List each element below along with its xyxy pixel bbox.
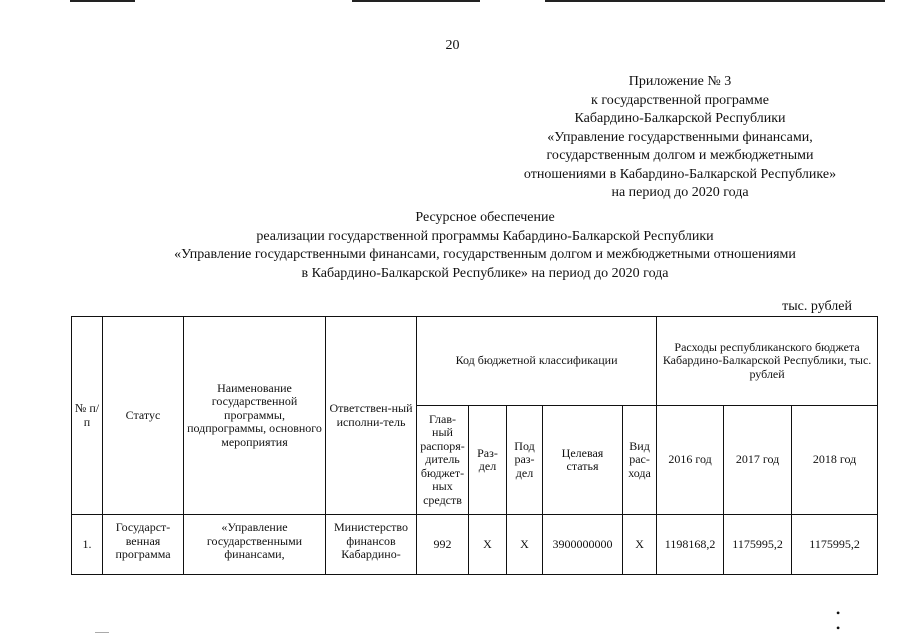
appendix-line: на период до 2020 года [611,185,749,200]
cell-grbs: 992 [417,515,469,575]
document-title [0,209,905,283]
header-2018: 2018 год [792,406,878,515]
appendix-line: отношениями в Кабардино-Балкарской Республике» [523,166,837,182]
cell-executor: Министерство финансов Кабардино- [326,515,417,575]
title-line: реализации государственной программы Кабардино-Балкарской Республики [256,228,714,244]
cell-target: 3900000000 [543,515,623,575]
header-vid: Вид рас-хода [623,406,657,515]
title-line: «Управление государственными финансами, государственным долгом и межбюджетными отношениями [174,247,796,262]
header-name: Наименование государственной программы, подпрограммы, основного мероприятия [184,317,326,515]
appendix-line: «Управление государственными финансами, [547,129,813,145]
scan-edge-line [352,0,480,2]
header-kbk: Код бюджетной классификации [417,317,657,406]
cell-2018: 1175995,2 [792,515,878,575]
title-line: Ресурсное обеспечение [415,210,555,225]
header-executor: Ответствен-ный исполни-тель [326,317,417,515]
scan-marks: • • [836,606,863,635]
header-2016: 2016 год [657,406,724,515]
table-row [72,515,878,575]
cell-num: 1. [72,515,103,575]
units-label: тыс. рублей [782,299,852,314]
resource-table [71,316,878,575]
cell-razdel: Х [469,515,507,575]
cell-2017: 1175995,2 [724,515,792,575]
cell-2016: 1198168,2 [657,515,724,575]
header-row [72,317,878,406]
appendix-line: Приложение № 3 [628,74,732,89]
cell-status: Государст-венная программа [103,515,184,575]
scan-edge-line [70,0,135,2]
appendix-line: государственным долгом и межбюджетными [546,148,814,163]
header-2017: 2017 год [724,406,792,515]
cell-vid: Х [623,515,657,575]
appendix-reference [480,73,880,203]
scan-edge-line [545,0,885,2]
appendix-line: к государственной программе [591,92,769,108]
header-expenses: Расходы республиканского бюджета Кабардино-Балкарской Республики, тыс. рублей [657,317,878,406]
page-number: 20 [445,38,460,53]
header-podrazdel: Под раз-дел [507,406,543,515]
header-status: Статус [103,317,184,515]
header-razdel: Раз-дел [469,406,507,515]
appendix-line: Кабардино-Балкарской Республики [574,111,786,126]
header-grbs: Глав-ный распоря-дитель бюджет-ных средств [417,406,469,515]
scan-corner-mark [95,632,109,633]
header-num: № п/п [72,317,103,515]
header-target: Целевая статья [543,406,623,515]
cell-podrazdel: Х [507,515,543,575]
cell-name: «Управление государственными финансами, [184,515,326,575]
title-line: в Кабардино-Балкарской Республике» на период до 2020 года [301,265,669,281]
